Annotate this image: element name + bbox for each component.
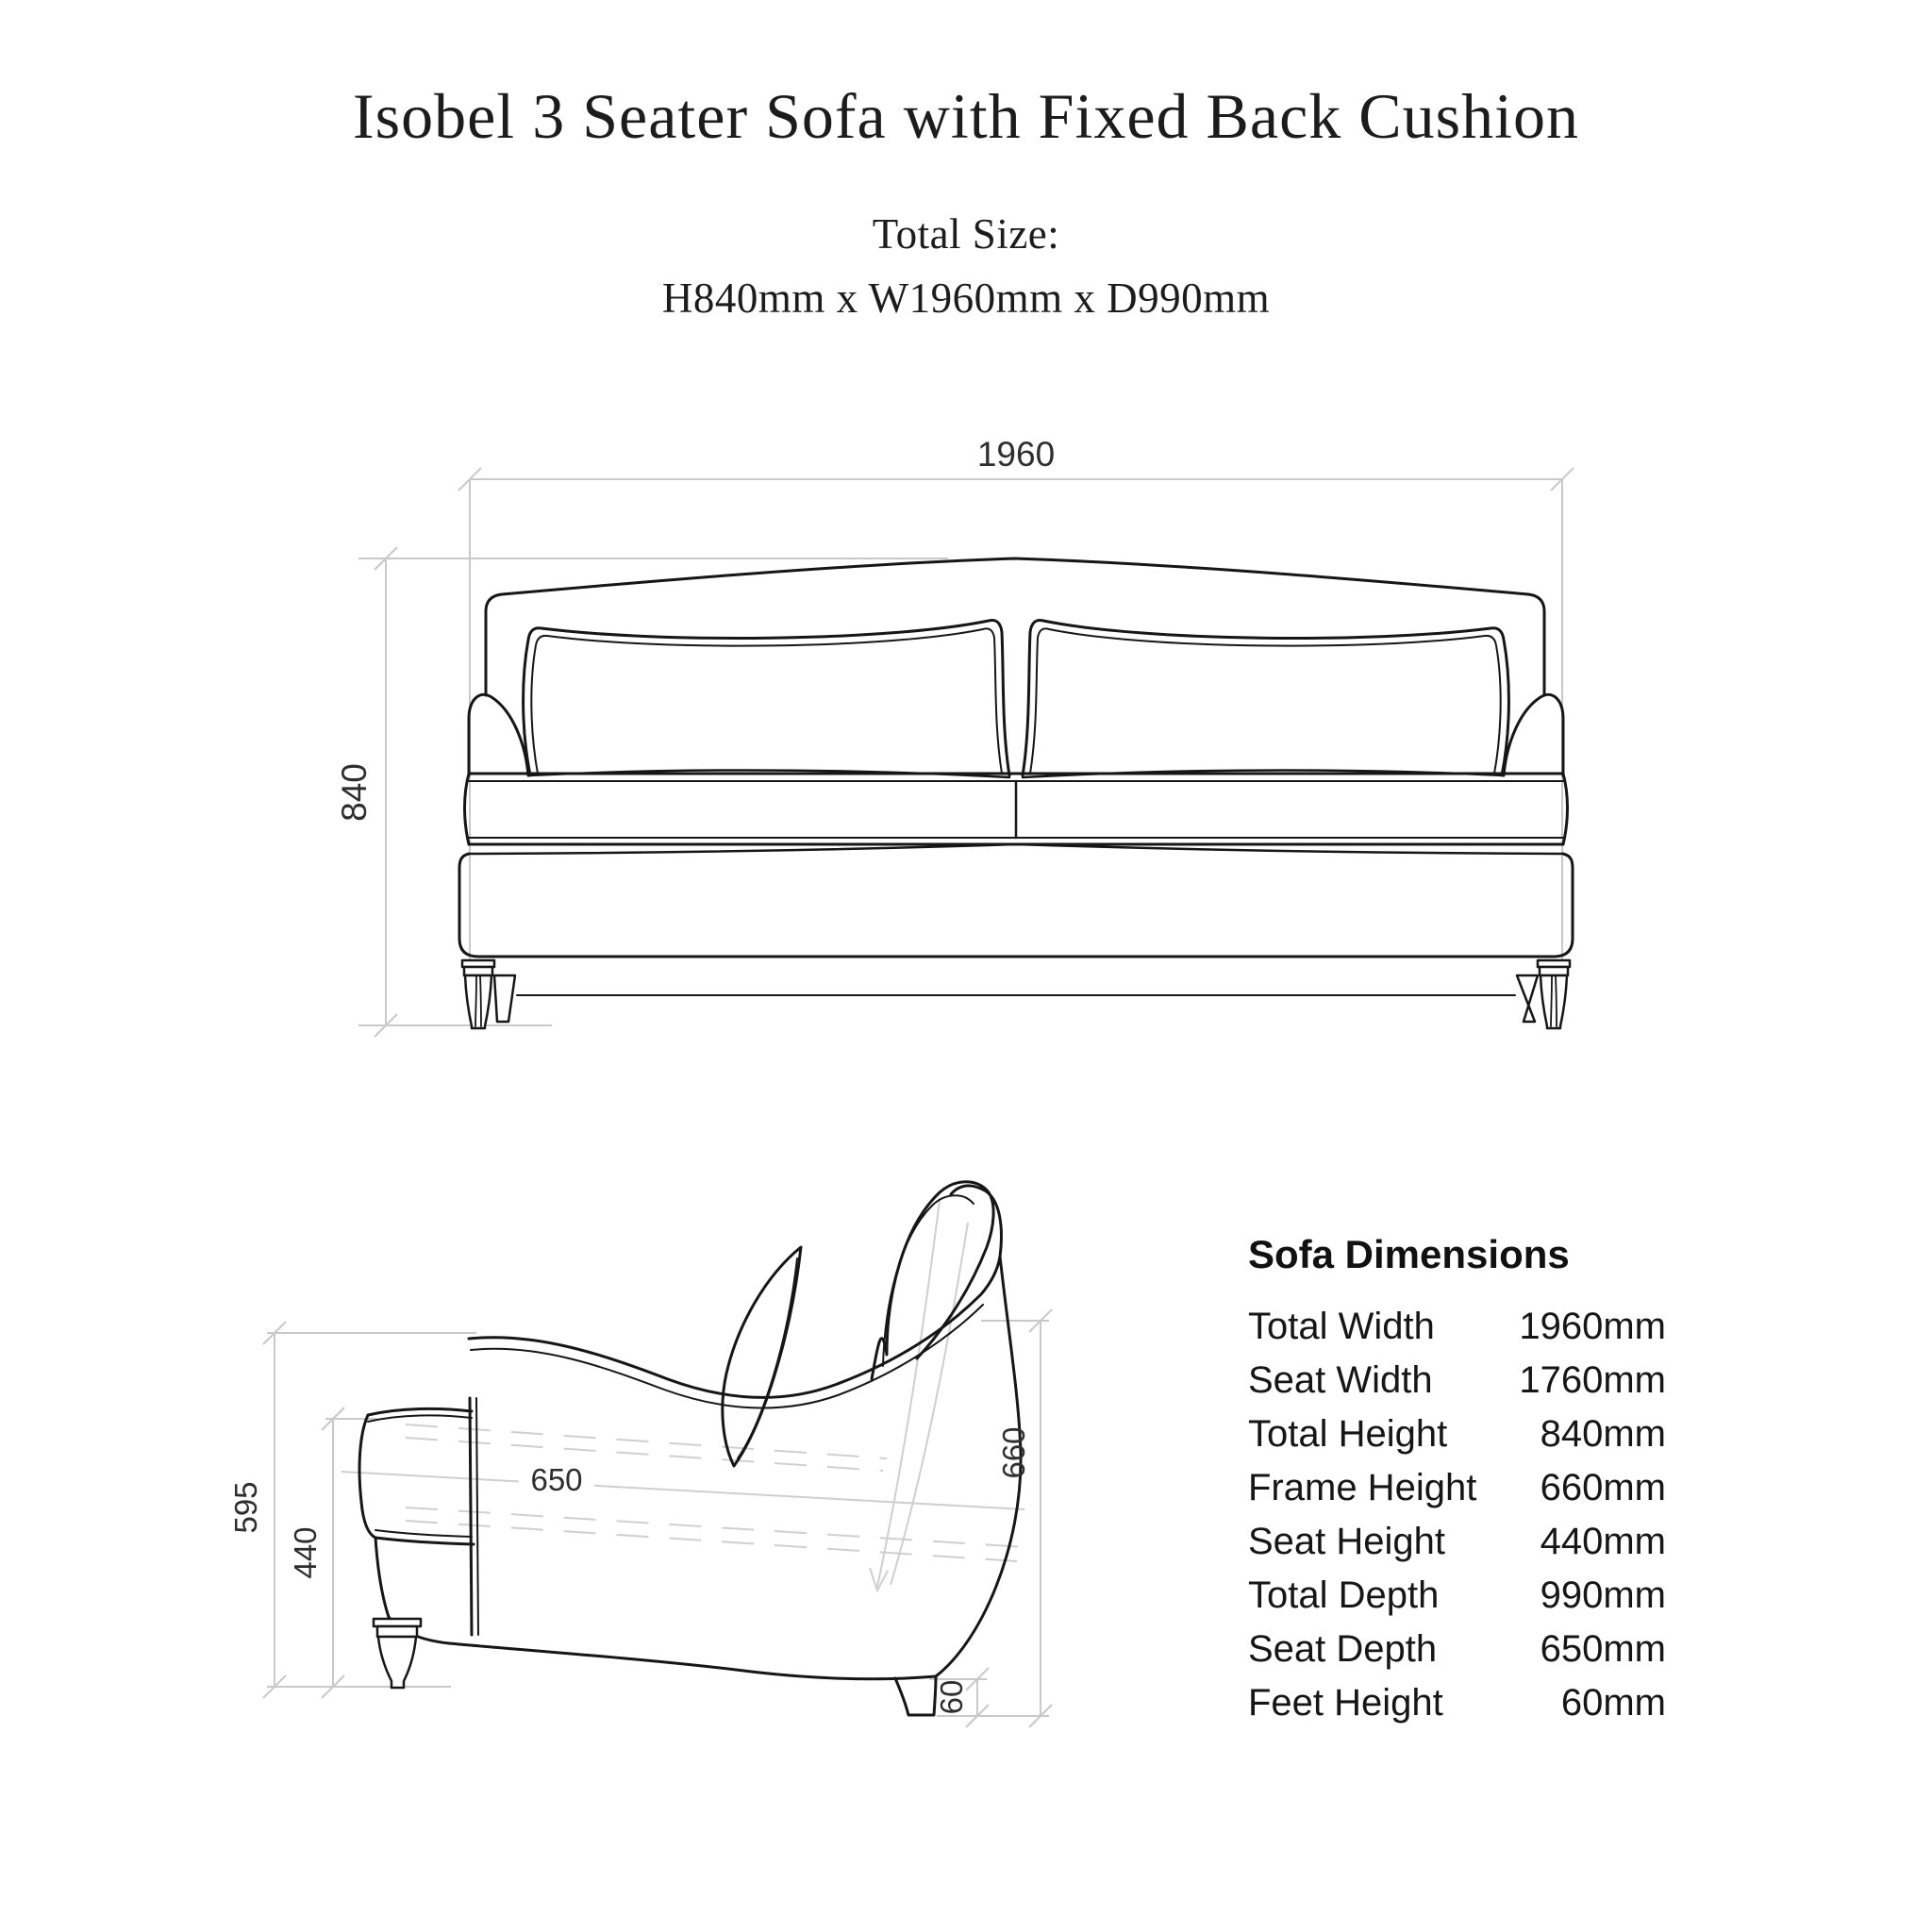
side-arm-block-top	[368, 1408, 472, 1415]
sofa-base	[459, 854, 1573, 957]
arm-right	[1504, 694, 1563, 775]
leg-body	[378, 1637, 416, 1688]
table-row	[1248, 1467, 1666, 1521]
sofa-back-frame	[486, 558, 1544, 695]
dimension-value: 1960mm	[1519, 1306, 1666, 1347]
dimension-label: Seat Height	[1248, 1521, 1446, 1562]
leg-collar	[377, 1626, 417, 1637]
back-cushion-right-piping	[1030, 628, 1501, 774]
leg-collar	[1540, 967, 1568, 975]
side-view-drawing	[228, 1182, 1052, 1727]
side-feet-height-label: 60	[934, 1679, 969, 1715]
total-size-label: Total Size:	[872, 210, 1060, 258]
dimension-label: Frame Height	[1248, 1467, 1477, 1508]
hidden-seat-line	[406, 1507, 1024, 1547]
side-back-cushion-inner-piping	[738, 1258, 797, 1458]
side-sofa-outline	[359, 1182, 1021, 1715]
leg-turning-line	[1556, 975, 1557, 1026]
front-sofa-outline	[459, 558, 1573, 1028]
dimension-label: Total Width	[1248, 1306, 1435, 1347]
side-dimensions	[263, 1309, 1052, 1727]
dimension-value: 990mm	[1540, 1574, 1666, 1616]
side-back-cushion-outer	[872, 1182, 993, 1379]
hidden-seat-line	[406, 1521, 1017, 1561]
side-arm-block-bottom-piping	[375, 1538, 474, 1544]
side-front-leg	[374, 1619, 421, 1688]
side-frame-height-label: 660	[996, 1426, 1031, 1479]
back-cushion-left-piping	[531, 628, 1002, 774]
page-title: Isobel 3 Seater Sofa with Fixed Back Cushion	[353, 80, 1579, 152]
side-arm-block-bottom	[375, 1530, 472, 1537]
table-row	[1248, 1682, 1666, 1736]
side-arm-inner-edge-piping	[476, 1398, 478, 1635]
hidden-seat-line	[406, 1424, 887, 1458]
front-height-label: 840	[335, 763, 374, 822]
front-view-drawing	[335, 435, 1574, 1037]
side-seat-height-label: 440	[288, 1526, 323, 1579]
leg-turning-line	[475, 975, 476, 1026]
dimension-label: Total Depth	[1248, 1574, 1440, 1616]
back-leg-left	[494, 975, 515, 1022]
dimension-value: 840mm	[1540, 1413, 1666, 1455]
dimension-value: 660mm	[1540, 1467, 1666, 1508]
dimension-value: 650mm	[1540, 1628, 1666, 1670]
table-row	[1248, 1413, 1666, 1467]
front-width-dimension	[458, 468, 1574, 1021]
front-height-dimension	[358, 547, 948, 1037]
seat-band-right-edge	[1563, 774, 1568, 844]
side-front-lower-edge	[375, 1538, 389, 1617]
side-back-leg	[895, 1676, 936, 1715]
side-arm-inner-edge	[470, 1398, 472, 1635]
seat-band-left-edge	[465, 774, 470, 844]
side-arm-front-scroll	[359, 1415, 375, 1538]
side-arm-sweep	[469, 1257, 1000, 1397]
dimension-value: 440mm	[1540, 1521, 1666, 1562]
table-heading: Sofa Dimensions	[1248, 1232, 1570, 1276]
sofa-dimensions-table	[1248, 1232, 1666, 1736]
front-leg-left	[462, 960, 494, 1028]
side-seat-depth-label: 650	[530, 1462, 583, 1497]
arm-left	[469, 694, 528, 775]
dimension-value: 1760mm	[1519, 1359, 1666, 1401]
side-arm-sweep-piping	[471, 1305, 983, 1407]
table-row	[1248, 1521, 1666, 1574]
side-arm-block-top-piping	[368, 1415, 472, 1422]
seat-depth-leader	[341, 1472, 1024, 1509]
side-arm-height-label: 595	[228, 1481, 263, 1534]
dimension-label: Seat Depth	[1248, 1628, 1438, 1670]
dimension-label: Seat Width	[1248, 1359, 1433, 1401]
leg-turning-line	[1551, 975, 1552, 1026]
back-leg-right	[1517, 975, 1538, 1022]
table-row	[1248, 1628, 1666, 1682]
table-row	[1248, 1306, 1666, 1359]
side-back-cushion-inner	[723, 1247, 801, 1466]
front-width-label: 1960	[976, 435, 1056, 474]
annotation-arrow-strand	[877, 1200, 940, 1587]
leg-collar	[464, 967, 492, 975]
dimension-value: 60mm	[1560, 1682, 1666, 1724]
dimension-label: Total Height	[1248, 1413, 1448, 1455]
leg-turning-line	[480, 975, 481, 1026]
total-size-dimensions: H840mm x W1960mm x D990mm	[661, 275, 1271, 322]
table-row	[1248, 1574, 1666, 1628]
table-row	[1248, 1359, 1666, 1413]
back-cushion-left	[524, 621, 1009, 776]
back-cushion-right	[1023, 621, 1508, 776]
dimension-label: Feet Height	[1248, 1682, 1443, 1724]
front-leg-right	[1538, 960, 1570, 1028]
